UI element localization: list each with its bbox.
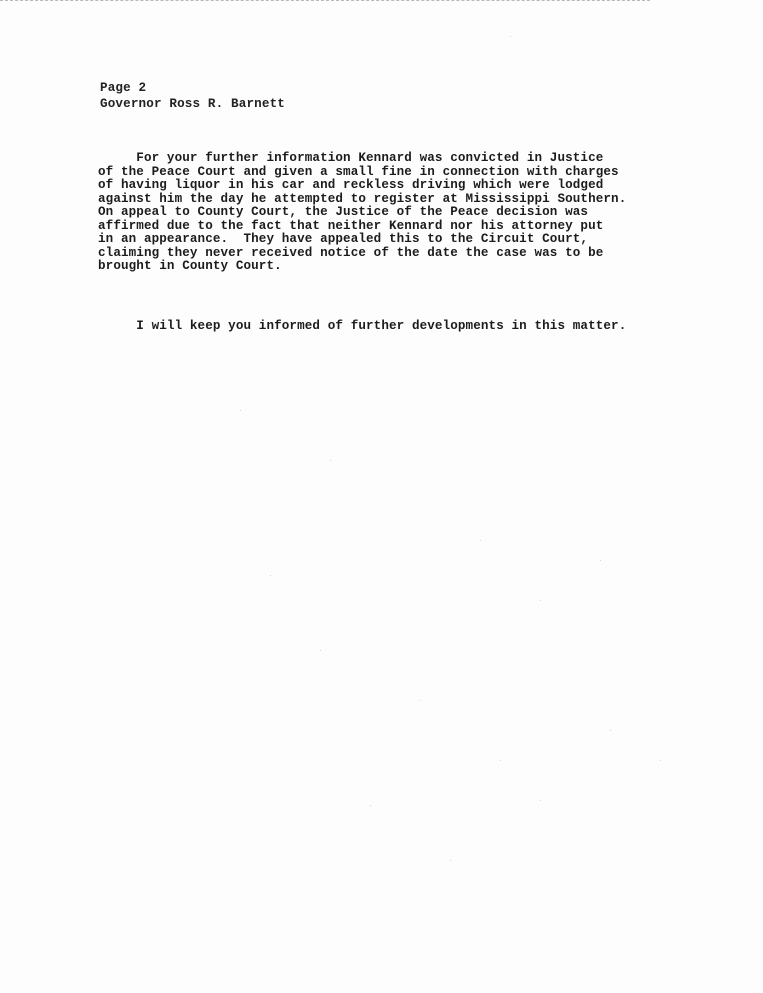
scan-speck (420, 700, 421, 701)
scan-speck (610, 730, 611, 731)
scan-speck (500, 760, 501, 761)
scan-speck (510, 36, 511, 37)
scan-speck (480, 540, 481, 541)
scan-speck (330, 460, 331, 461)
text-line: affirmed due to the fact that neither Kennard nor his attorney put (98, 218, 604, 233)
text-line: against him the day he attempted to register at Mississippi Southern. (98, 191, 627, 206)
scan-speck (450, 860, 451, 861)
scan-speck (540, 600, 541, 601)
scan-speck (600, 560, 601, 561)
body-paragraph-1 (98, 152, 718, 274)
body-paragraph-2 (98, 320, 718, 334)
scan-speck (660, 760, 661, 761)
text-line: On appeal to County Court, the Justice of the Peace decision was (98, 205, 589, 219)
scan-speck (320, 650, 321, 651)
text-line: brought in County Court. (98, 259, 282, 273)
text-line: of the Peace Court and given a small fine in connection with charges (98, 164, 619, 179)
text-line: claiming they never received notice of the date the case was to be (98, 245, 604, 260)
scan-speck (240, 410, 241, 411)
addressee-line: Governor Ross R. Barnett (100, 97, 285, 111)
scan-speck (270, 575, 271, 576)
text-line: in an appearance. They have appealed this to the Circuit Court, (98, 232, 589, 246)
text-line: of having liquor in his car and reckless driving which were lodged (98, 178, 604, 192)
text-line: I will keep you informed of further developments in this matter. (98, 319, 627, 333)
top-edge-rule (0, 0, 650, 1)
page-number: Page 2 (100, 81, 147, 95)
scan-speck (540, 800, 541, 801)
text-line: For your further information Kennard was convicted in Justice (98, 151, 604, 165)
scan-speck (370, 805, 371, 806)
